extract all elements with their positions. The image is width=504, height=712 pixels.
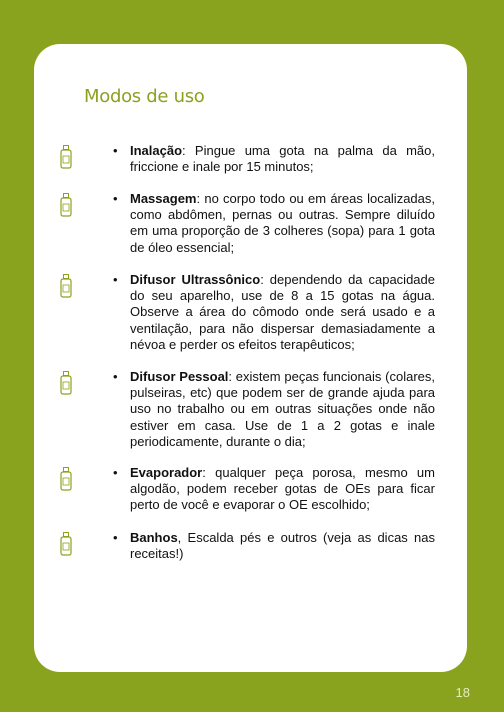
list-item-description: : existem peças funcionais (colares, pulseiras, etc) que podem ser de grande ajuda para uso no trabalho ou em outras situações onde não estiver em casa. Use de 1 a 2 gotas e inale periodicamente, durante o dia; — [130, 369, 435, 449]
list-item-text — [130, 272, 435, 353]
list-item-text — [130, 369, 435, 450]
list-item-text — [130, 465, 435, 514]
essential-oil-bottle-icon — [60, 371, 72, 395]
list-item-description: : qualquer peça porosa, mesmo um algodão, podem receber gotas de OEs para ficar perto de você e evaporar o OE escolhido; — [130, 465, 435, 513]
page-number: 18 — [455, 685, 470, 700]
list-item-term: Massagem — [130, 191, 197, 206]
bullet: • — [113, 143, 118, 158]
bullet: • — [113, 465, 118, 480]
essential-oil-bottle-icon — [60, 467, 72, 491]
list-item-text — [130, 143, 435, 175]
essential-oil-bottle-icon — [60, 145, 72, 169]
bullet: • — [113, 272, 118, 287]
list-item-term: Banhos — [130, 530, 178, 545]
list-item-description: : Pingue uma gota na palma da mão, friccione e inale por 15 minutos; — [130, 143, 435, 175]
list-item-term: Evaporador — [130, 465, 203, 480]
list-item-description: , Escalda pés e outros (veja as dicas nas receitas!) — [130, 530, 435, 562]
page-title: Modos de uso — [84, 86, 205, 107]
bullet: • — [113, 530, 118, 545]
list-item-term: Inalação — [130, 143, 183, 158]
content-card — [34, 44, 467, 672]
list-item-text — [130, 530, 435, 562]
essential-oil-bottle-icon — [60, 532, 72, 556]
list-item-text — [130, 191, 435, 256]
list-item-description: : no corpo todo ou em áreas localizadas, como abdômen, pernas ou outras. Sempre diluído em uma proporção de 3 colheres (sopa) para 1 gota de óleo essencial; — [130, 191, 435, 255]
list-item-term: Difusor Pessoal — [130, 369, 229, 384]
bullet: • — [113, 191, 118, 206]
essential-oil-bottle-icon — [60, 274, 72, 298]
essential-oil-bottle-icon — [60, 193, 72, 217]
list-item-term: Difusor Ultrassônico — [130, 272, 261, 287]
bullet: • — [113, 369, 118, 384]
list-item-description: : dependendo da capacidade do seu aparelho, use de 8 a 15 gotas na água. Observe a área do cômodo onde será usado e a ventilação, para não dispersar demasiadamente a névoa e perder os efeitos terapêuticos; — [130, 272, 435, 352]
